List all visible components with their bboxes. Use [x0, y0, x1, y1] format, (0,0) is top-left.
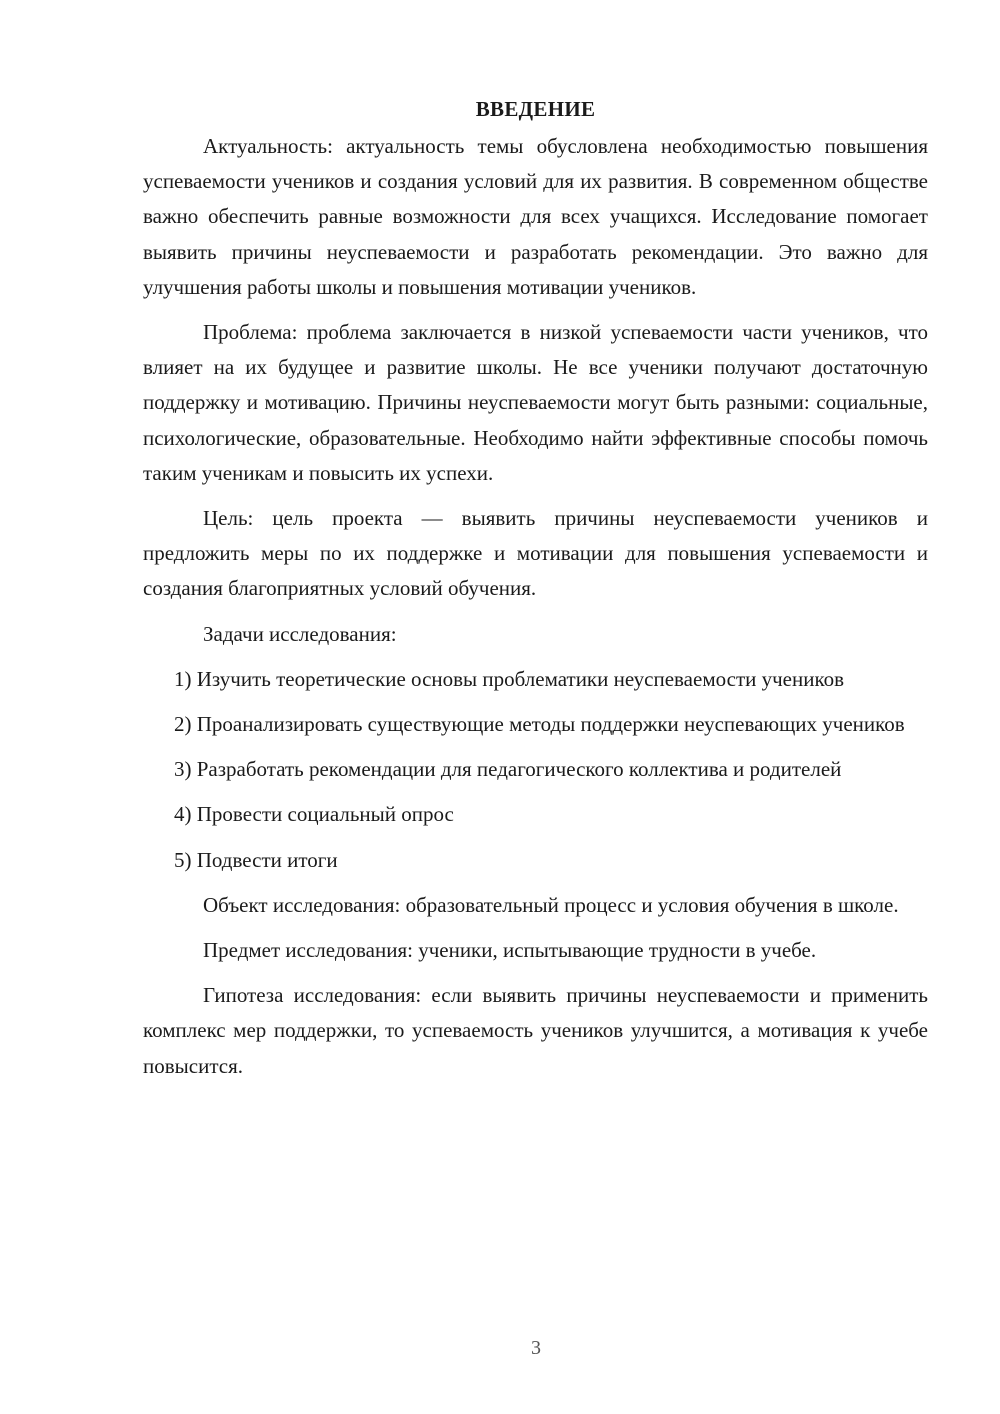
task-item-1: 1) Изучить теоретические основы проблематики неуспеваемости учеников	[174, 666, 845, 691]
paragraph-subject: Предмет исследования: ученики, испытывающие трудности в учебе.	[203, 938, 817, 963]
paragraph-relevance: Актуальность: актуальность темы обусловлена необходимостью повышения успеваемости учеников и создания условий для их развития. В современном обществе важно обеспечить равные возможности для всех учащихся. Исследование помогает выявить причины неуспеваемости и разработать рекомендации. Это важно для улучшения работы школы и повышения мотивации учеников.	[143, 134, 928, 299]
document-page	[143, 92, 928, 1094]
task-item-5: 5) Подвести итоги	[174, 847, 338, 872]
page-number: 3	[531, 1337, 541, 1359]
paragraph-hypothesis: Гипотеза исследования: если выявить причины неуспеваемости и применить комплекс мер поддержки, то успеваемость учеников улучшится, а мотивация к учебе повысится.	[143, 983, 928, 1078]
paragraph-goal: Цель: цель проекта — выявить причины неуспеваемости учеников и предложить меры по их поддержке и мотивации для повышения успеваемости и создания благоприятных условий обучения.	[143, 506, 928, 601]
paragraph-tasks-heading: Задачи исследования:	[203, 621, 397, 646]
paragraph-problem: Проблема: проблема заключается в низкой успеваемости части учеников, что влияет на их будущее и развитие школы. Не все ученики получают достаточную поддержку и мотивацию. Причины неуспеваемости могут быть разными: социальные, психологические, образовательные. Необходимо найти эффективные способы помочь таким ученикам и повысить их успехи.	[143, 320, 928, 485]
paragraph-object: Объект исследования: образовательный процесс и условия обучения в школе.	[203, 892, 899, 917]
task-item-3: 3) Разработать рекомендации для педагогического коллектива и родителей	[174, 757, 842, 782]
task-item-4: 4) Провести социальный опрос	[174, 802, 454, 827]
document-title: ВВЕДЕНИЕ	[475, 97, 596, 121]
task-item-2: 2) Проанализировать существующие методы поддержки неуспевающих учеников	[174, 712, 905, 737]
